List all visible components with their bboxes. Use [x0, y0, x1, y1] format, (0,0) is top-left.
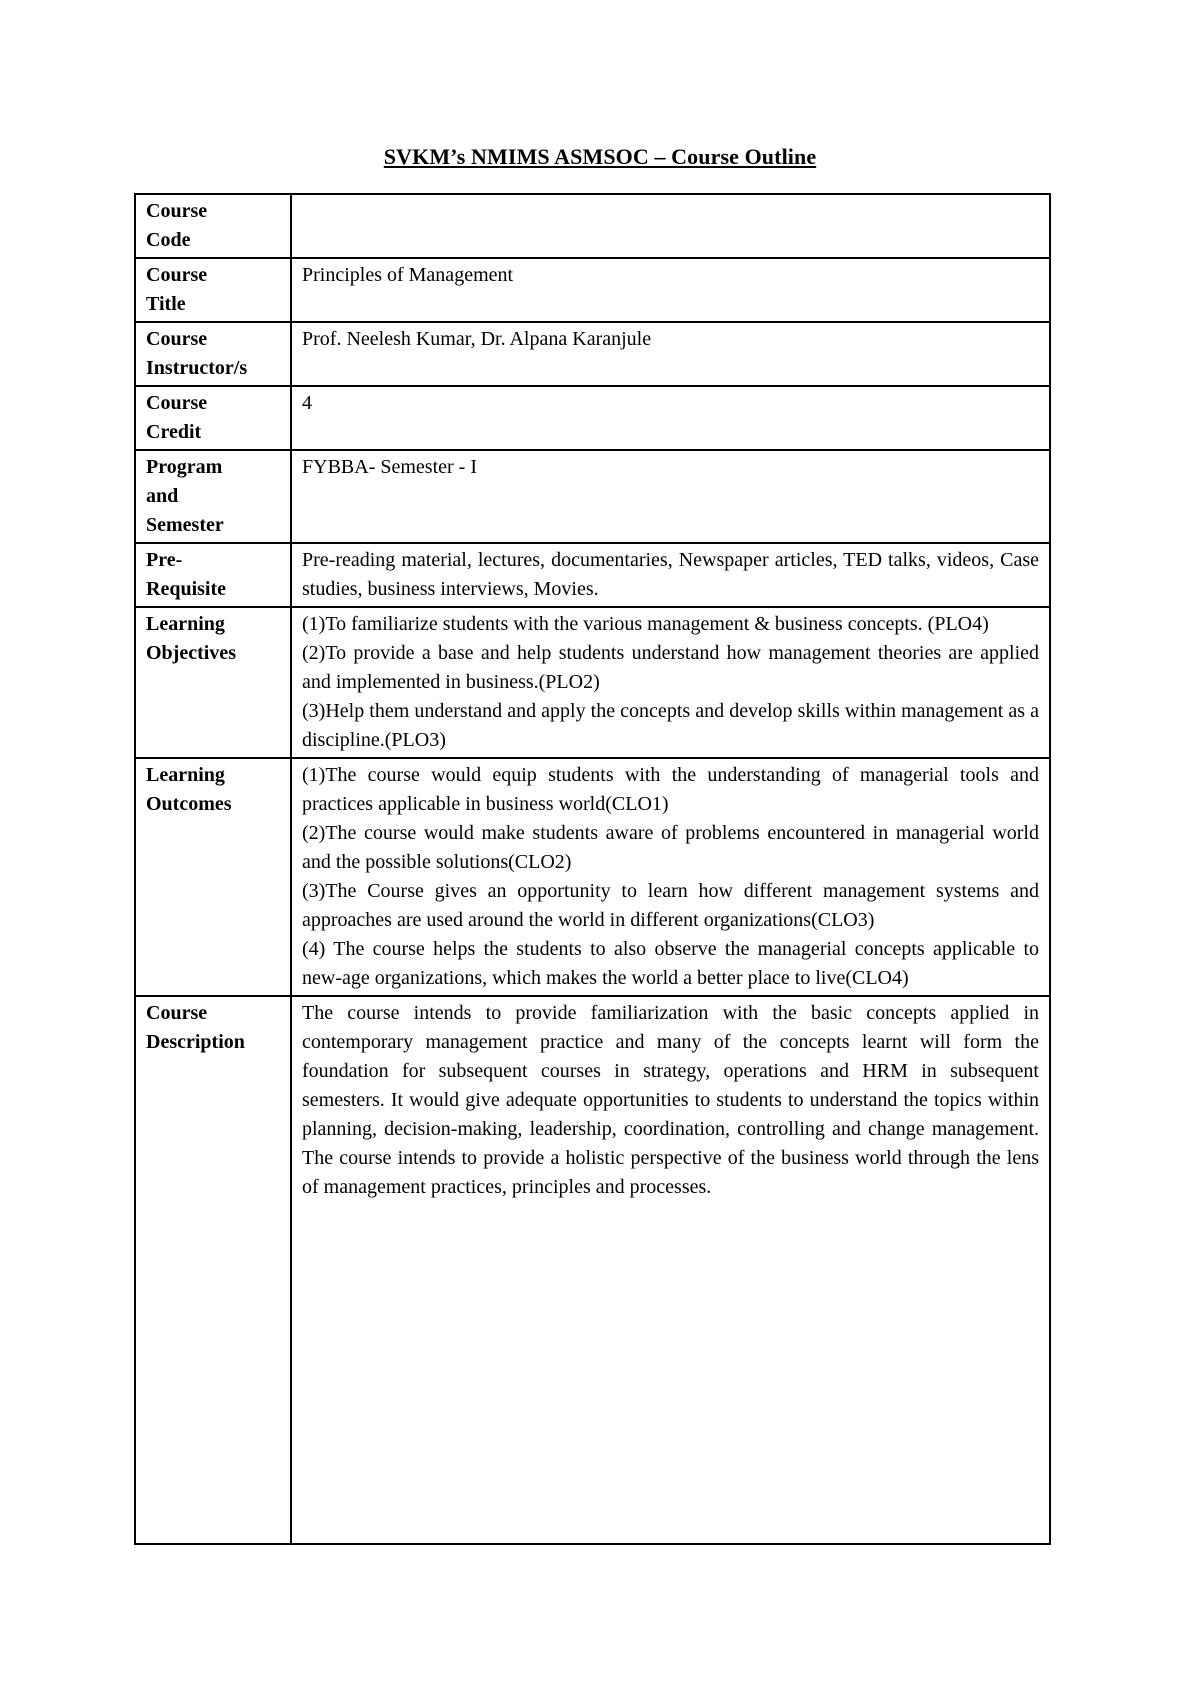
outcome-item: (2)The course would make students aware of problems encountered in managerial world and the possible solutions(CLO2): [302, 822, 1039, 873]
label-course-title: [135, 258, 291, 322]
label-line: Code: [146, 229, 191, 251]
label-pre-requisite: [135, 543, 291, 607]
label-line: Objectives: [146, 642, 236, 664]
label-line: Credit: [146, 421, 202, 443]
value-pre-requisite: [291, 543, 1050, 607]
label-line: Course: [146, 392, 208, 414]
course-description-text: The course intends to provide familiarization with the basic concepts applied in contemporary management practice and many of the concepts learnt will form the foundation for subsequent courses in strategy, operations and HRM in subsequent semesters. It would give adequate opportunities to students to understand the topics within planning, decision-making, leadership, coordination, controlling and change management. The course intends to provide a holistic perspective of the business world through the lens of management practices, principles and processes.: [302, 1002, 1039, 1198]
row-program-semester: [135, 450, 1050, 543]
value-course-code: [291, 194, 1050, 258]
label-line: Requisite: [146, 578, 226, 600]
label-line: Learning: [146, 613, 225, 635]
label-line: Course: [146, 264, 208, 286]
value-learning-objectives: [291, 607, 1050, 758]
row-course-title: [135, 258, 1050, 322]
objective-item: (3)Help them understand and apply the concepts and develop skills within management as a discipline.(PLO3): [302, 700, 1039, 751]
label-line: Course: [146, 328, 208, 350]
value-course-credit: 4: [291, 386, 1050, 450]
objective-item: (1)To familiarize students with the various management & business concepts. (PLO4): [302, 613, 989, 635]
label-learning-objectives: [135, 607, 291, 758]
course-outline-table: [134, 193, 1051, 1545]
label-line: Pre-: [146, 549, 183, 571]
label-course-description: [135, 996, 291, 1544]
outcome-item: (3)The Course gives an opportunity to learn how different management systems and approaches are used around the world in different organizations(CLO3): [302, 880, 1039, 931]
value-course-description: [291, 996, 1050, 1544]
row-course-credit: [135, 386, 1050, 450]
value-course-instructors: Prof. Neelesh Kumar, Dr. Alpana Karanjule: [291, 322, 1050, 386]
value-program-semester: FYBBA- Semester - I: [291, 450, 1050, 543]
label-line: Description: [146, 1031, 245, 1053]
label-course-instructors: [135, 322, 291, 386]
label-line: Instructor/s: [146, 357, 248, 379]
page-title: SVKM’s NMIMS ASMSOC – Course Outline: [383, 144, 817, 169]
label-line: Semester: [146, 514, 224, 536]
label-line: and: [146, 485, 179, 507]
label-line: Course: [146, 1002, 208, 1024]
label-line: Outcomes: [146, 793, 232, 815]
label-line: Program: [146, 456, 223, 478]
row-course-description: [135, 996, 1050, 1544]
outcome-item: (1)The course would equip students with the understanding of managerial tools and practices applicable in business world(CLO1): [302, 764, 1039, 815]
value-course-title: Principles of Management: [291, 258, 1050, 322]
outcome-item: (4) The course helps the students to also observe the managerial concepts applicable to new-age organizations, which makes the world a better place to live(CLO4): [302, 938, 1039, 989]
row-learning-outcomes: [135, 758, 1050, 996]
label-line: Course: [146, 200, 208, 222]
row-course-code: [135, 194, 1050, 258]
pre-requisite-text: Pre-reading material, lectures, documentaries, Newspaper articles, TED talks, videos, Case studies, business interviews, Movies.: [302, 549, 1039, 600]
row-pre-requisite: [135, 543, 1050, 607]
row-course-instructors: [135, 322, 1050, 386]
label-learning-outcomes: [135, 758, 291, 996]
objective-item: (2)To provide a base and help students understand how management theories are applied and implemented in business.(PLO2): [302, 642, 1039, 693]
label-course-credit: [135, 386, 291, 450]
label-course-code: [135, 194, 291, 258]
row-learning-objectives: [135, 607, 1050, 758]
label-program-semester: [135, 450, 291, 543]
label-line: Learning: [146, 764, 225, 786]
label-line: Title: [146, 293, 186, 315]
value-learning-outcomes: [291, 758, 1050, 996]
